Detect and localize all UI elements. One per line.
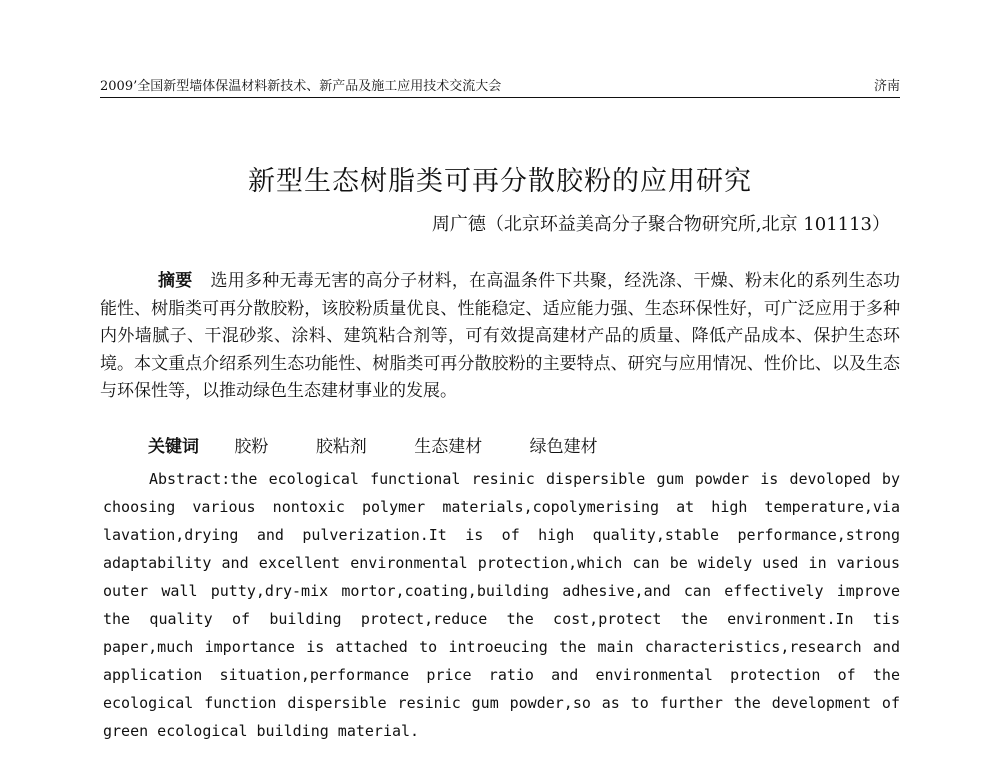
keywords — [148, 434, 640, 461]
header-rule — [100, 97, 900, 98]
chinese-abstract — [100, 268, 900, 406]
paper-title: 新型生态树脂类可再分散胶粉的应用研究 — [248, 166, 752, 197]
abstract-text: 选用多种无毒无害的高分子材料，在高温条件下共聚，经洗涤、干燥、粉末化的系列生态功能性、树脂类可再分散胶粉，该胶粉质量优良、性能稳定、适应能力强、生态环保性好，可广泛应用于多种内外墙腻子、干混砂浆、涂料、建筑粘合剂等，可有效提高建材产品的质量、降低产品成本、保护生态环境。本文重点介绍系列生态功能性、树脂类可再分散胶粉的主要特点、研究与应用情况、性价比、以及生态与环保性等，以推动绿色生态建材事业的发展。 — [100, 271, 901, 401]
keywords-label: 关键词 — [148, 437, 199, 457]
keyword: 胶粘剂 — [315, 437, 367, 457]
keyword: 绿色建材 — [529, 437, 598, 457]
abstract-label: 摘要 — [158, 271, 193, 291]
author-affiliation: 周广德（北京环益美高分子聚合物研究所,北京 101113） — [431, 214, 890, 235]
english-abstract: Abstract:the ecological functional resinic dispersible gum powder is devoloped by choosing various nontoxic polymer materials,copolymerising at high temperature,via lavation,drying and pulverization.It is of high quality,stable performance,strong adaptability and excellent environmental protection,which can be widely used in various outer wall putty,dry-mix mortor,coating,building adhesive,and can effectively improve the quality of building protect,reduce the cost,protect the environment.In tis paper,much importance is attached to introeucing the main characteristics,research and application situation,performance price ratio and environmental protection of the ecological function dispersible resinic gum powder,so as to further the development of green ecological building material. — [103, 470, 900, 740]
conference-location: 济南 — [873, 79, 900, 94]
keyword: 胶粉 — [234, 437, 269, 457]
running-header — [100, 77, 900, 97]
keyword: 生态建材 — [414, 437, 483, 457]
conference-name: 2009’全国新型墙体保温材料新技术、新产品及施工应用技术交流大会 — [100, 79, 502, 94]
